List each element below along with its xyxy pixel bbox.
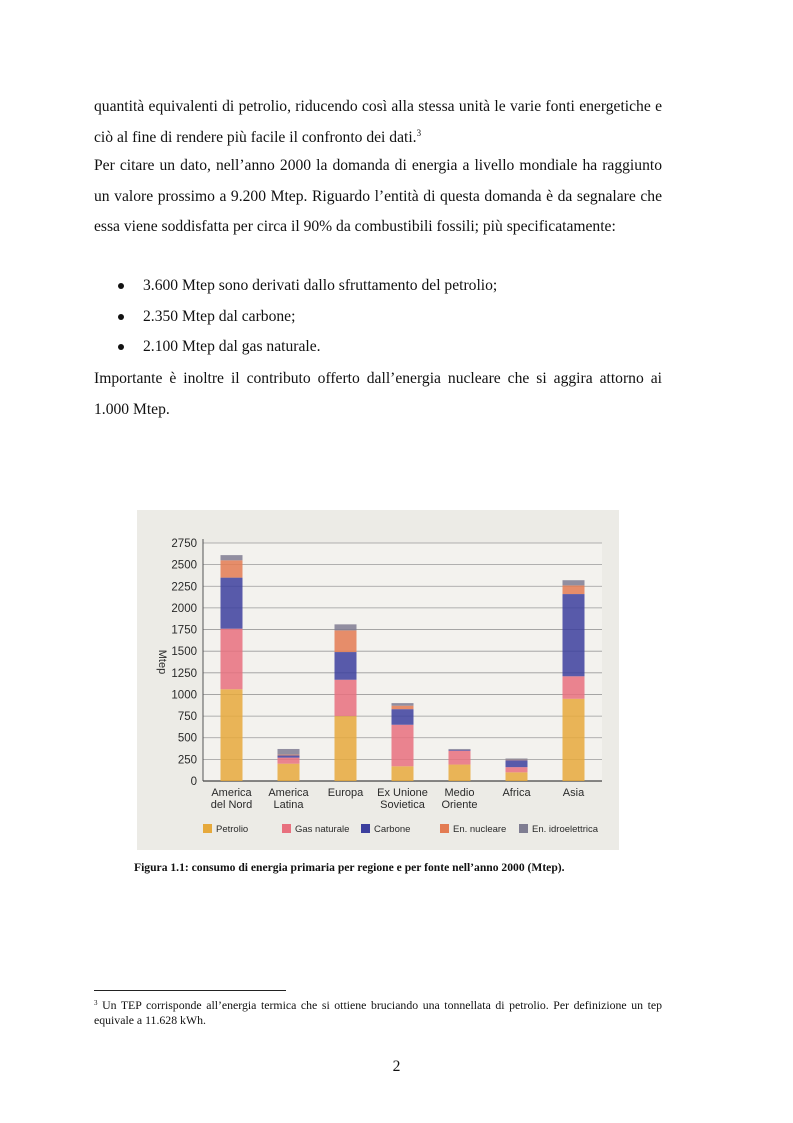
y-tick-label: 500 [177, 732, 197, 745]
bar-segment [449, 765, 471, 781]
y-tick-label: 1000 [171, 689, 197, 702]
x-tick-label: America [211, 787, 252, 799]
legend-label: Petrolio [216, 824, 249, 835]
x-tick-label: Asia [562, 787, 585, 799]
energy-chart [137, 510, 619, 850]
x-tick-label: America [268, 787, 309, 799]
legend-swatch [361, 824, 370, 833]
bullet-icon [118, 314, 124, 320]
list-item: 2.350 Mtep dal carbone; [94, 302, 662, 333]
legend-label: En. idroelettrica [532, 824, 599, 835]
bullet-list [94, 271, 662, 363]
y-tick-label: 250 [177, 754, 197, 767]
legend-swatch [203, 824, 212, 833]
bar-segment [563, 585, 585, 594]
x-tick-label: Medio [444, 787, 475, 799]
y-axis-label: Mtep [156, 649, 168, 675]
y-tick-label: 0 [190, 776, 197, 788]
paragraph-demand: Per citare un dato, nell’anno 2000 la domanda di energia a livello mondiale ha raggiunto un valore prossimo a 9.200 Mtep. Riguardo l’entità di questa domanda è da segnalare che essa viene soddisfatta per circa il 90% da combustibili fossili; più specificatamente: [94, 157, 662, 236]
legend-label: Gas naturale [295, 824, 350, 835]
bar-segment [563, 699, 585, 781]
bar-segment [335, 624, 357, 630]
bar-segment [221, 629, 243, 690]
y-tick-label: 1750 [171, 624, 197, 637]
bar-segment [221, 555, 243, 560]
bar-segment [449, 751, 471, 765]
bar-segment [392, 766, 414, 781]
legend-swatch [519, 824, 528, 833]
legend-swatch [440, 824, 449, 833]
bar-segment [392, 709, 414, 725]
bar-segment [278, 764, 300, 781]
y-tick-label: 1500 [171, 646, 197, 659]
bar-segment [506, 760, 528, 767]
x-tick-label: Sovietica [380, 799, 425, 811]
page-number: 2 [392, 1058, 401, 1075]
bar-segment [335, 630, 357, 652]
y-tick-label: 2000 [171, 602, 197, 615]
figure-caption: Figura 1.1: consumo di energia primaria per regione e per fonte nell’anno 2000 (Mtep). [134, 861, 565, 874]
x-tick-label: Africa [502, 787, 531, 799]
legend-label: Carbone [374, 824, 411, 835]
bar-segment [335, 716, 357, 781]
list-item: 2.100 Mtep dal gas naturale. [94, 332, 662, 363]
bar-segment [506, 767, 528, 772]
bar-segment [563, 676, 585, 699]
bar-segment [563, 594, 585, 676]
bar-segment [392, 703, 414, 706]
paragraph-intro: quantità equivalenti di petrolio, riducendo così alla stessa unità le varie fonti energetiche e ciò al fine di rendere più facile il confronto dei dati.$^3$ [94, 98, 662, 146]
footnote-text: Un TEP corrisponde all’energia termica che si ottiene bruciando una tonnellata di petrolio. Per definizione un tep equivale a 11.628 kWh. [94, 998, 663, 1027]
x-tick-label: Ex Unione [377, 787, 428, 799]
bar-segment [221, 578, 243, 629]
bar-segment [449, 750, 471, 751]
bar-segment [392, 706, 414, 709]
paragraph-nuclear: Importante è inoltre il contributo offerto dall’energia nucleare che si aggira attorno ai 1.000 Mtep. [94, 370, 662, 418]
footnote [94, 998, 662, 1028]
bar-segment [278, 758, 300, 764]
bar-segment [506, 772, 528, 781]
bar-segment [221, 560, 243, 577]
bar-segment [392, 725, 414, 767]
bar-segment [335, 652, 357, 680]
footnote-mark: 3 [94, 999, 98, 1007]
legend-label: En. nucleare [453, 824, 507, 835]
bar-segment [278, 749, 300, 755]
bullet-icon [118, 344, 124, 350]
bar-segment [449, 749, 471, 750]
footnote-divider [94, 990, 286, 991]
y-tick-label: 2250 [171, 581, 197, 594]
x-tick-label: Europa [327, 787, 364, 799]
y-tick-label: 1250 [171, 667, 197, 680]
footnote-ref: 3 [416, 127, 422, 138]
bullet-icon [118, 283, 124, 289]
list-item: 3.600 Mtep sono derivati dallo sfruttamento del petrolio; [94, 271, 662, 302]
x-tick-label: Latina [273, 799, 304, 811]
bar-segment [506, 758, 528, 759]
y-tick-label: 2500 [171, 559, 197, 572]
chart-svg [137, 510, 619, 850]
y-tick-label: 750 [177, 711, 197, 724]
legend-swatch [282, 824, 291, 833]
y-tick-label: 2750 [171, 538, 197, 550]
bar-segment [278, 755, 300, 756]
bar-segment [278, 755, 300, 757]
bar-segment [221, 689, 243, 781]
x-tick-label: del Nord [210, 799, 253, 811]
x-tick-label: Oriente [441, 799, 478, 811]
bar-segment [335, 680, 357, 716]
bar-segment [563, 580, 585, 585]
